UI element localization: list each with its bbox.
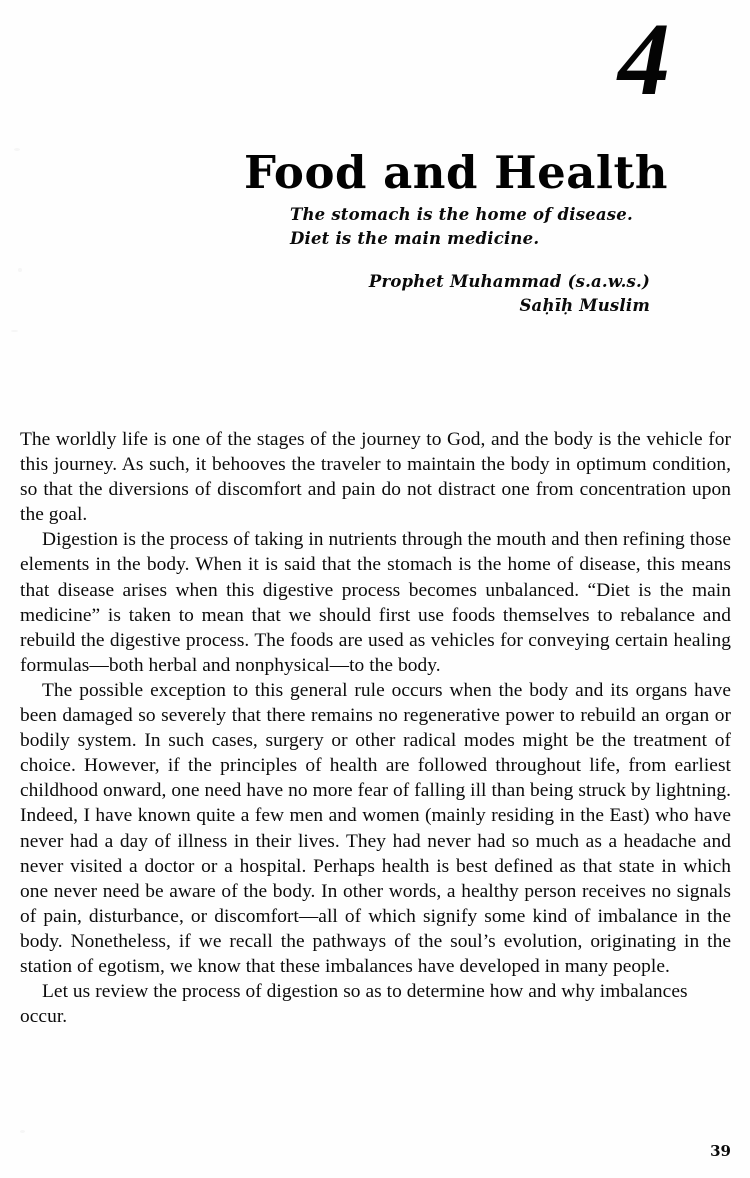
page-number: 39	[710, 1142, 731, 1160]
chapter-number: 4	[618, 2, 668, 117]
body-paragraph: Let us review the process of digestion so as to determine how and why imbalances occur.	[20, 981, 688, 1028]
body-paragraph: The worldly life is one of the stages of the journey to God, and the body is the vehicle for this journey. As such, it behooves the traveler to maintain the body in optimum condition, so that the diversions of discomfort and pain do not distract one from concentration upon the goal.	[20, 429, 731, 526]
epigraph-line-2: Diet is the main medicine.	[290, 229, 540, 248]
body-paragraph: Digestion is the process of taking in nutrients through the mouth and then refining those elements in the body. When it is said that the stomach is the home of disease, this means that disease arises when this digestive process becomes unbalanced. “Diet is the main medicine” is taken to mean that we should first use foods themselves to rebalance and rebuild the digestive process. The foods are used as vehicles for conveying certain healing formulas—both herbal and nonphysical—to the body.	[20, 529, 731, 676]
scan-artifact	[18, 268, 22, 272]
chapter-title: Food and Health	[243, 146, 668, 200]
attribution-source: Saḥīḥ Muslim	[519, 296, 650, 315]
epigraph-attribution	[290, 270, 650, 318]
scan-artifact	[11, 330, 18, 332]
attribution-author: Prophet Muhammad (s.a.w.s.)	[368, 272, 650, 291]
body-text	[20, 427, 731, 1029]
scan-artifact	[20, 1130, 25, 1133]
epigraph-line-1: The stomach is the home of disease.	[290, 205, 633, 224]
epigraph-block	[290, 203, 650, 318]
body-paragraph: The possible exception to this general rule occurs when the body and its organs have been damaged so severely that there remains no regenerative power to rebuild an organ or bodily system. In such cases, surgery or other radical modes might be the treatment of choice. However, if the principles of health are followed throughout life, from earliest childhood onward, one need have no more fear of falling ill than being struck by lightning. Indeed, I have known quite a few men and women (mainly residing in the East) who have never had a day of illness in their lives. They had never had so much as a headache and never visited a doctor or a hospital. Perhaps health is best defined as that state in which one never need be aware of the body. In other words, a healthy person receives no signals of pain, disturbance, or discomfort—all of which signify some kind of imbalance in the body. Nonetheless, if we recall the pathways of the soul’s evolution, originating in the station of egotism, we know that these imbalances have developed in many people.	[20, 679, 731, 977]
